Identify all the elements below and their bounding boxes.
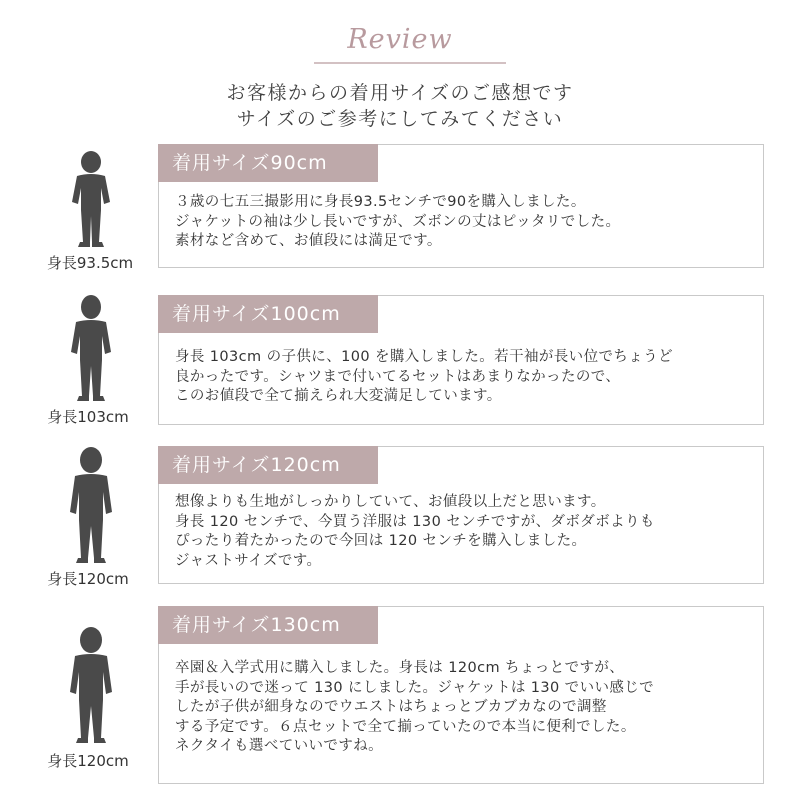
- review-text: [175, 193, 749, 252]
- review-line: ぴったり着たかったので今回は 120 センチを購入しました。: [175, 533, 587, 549]
- review-line: 手が長いので迷って 130 にしました。ジャケットは 130 でいい感じで: [175, 679, 655, 696]
- size-tag: 着用サイズ130cm: [158, 606, 378, 644]
- review-line: 身長 103cm の子供に、100 を購入しました。若干袖が長い位でちょうど: [175, 349, 673, 365]
- child-height-label: 身長120cm: [47, 570, 129, 588]
- review-text: [175, 659, 749, 757]
- review-line: 素材など含めて、お値段には満足です。: [175, 233, 442, 249]
- review-line: ジャケットの袖は少し長いですが、ズボンの丈はピッタリでした。: [175, 213, 621, 230]
- child-silhouette-icon: [66, 150, 116, 250]
- review-line: したが子供が細身なのでウエストはちょっとブカブカなので調整: [175, 699, 607, 715]
- child-silhouette-icon: [64, 446, 118, 566]
- child-silhouette-icon: [66, 294, 116, 404]
- child-height-label: 身長120cm: [47, 752, 129, 770]
- header-subtitle-line1: お客様からの着用サイズのご感想です: [226, 82, 574, 104]
- review-line: 卒園＆入学式用に購入しました。身長は 120cm ちょっとですが、: [175, 660, 625, 676]
- child-height-label: 身長103cm: [47, 408, 129, 426]
- review-line: ネクタイも選べていいですね。: [175, 738, 384, 754]
- child-height-label: 身長93.5cm: [46, 254, 134, 272]
- header-divider: [314, 62, 506, 64]
- review-text: [175, 493, 749, 571]
- size-tag: 着用サイズ120cm: [158, 446, 378, 484]
- header-subtitle-line2: サイズのご参考にしてみてください: [236, 108, 564, 130]
- review-card: [158, 295, 764, 425]
- size-tag: 着用サイズ90cm: [158, 144, 378, 182]
- size-tag: 着用サイズ100cm: [158, 295, 378, 333]
- review-text: [175, 348, 749, 407]
- review-line: ３歳の七五三撮影用に身長93.5センチで90を購入しました。: [175, 194, 586, 210]
- review-card: [158, 446, 764, 584]
- review-line: 良かったです。シャツまで付いてるセットはあまりなかったので、: [175, 368, 621, 385]
- review-line: ジャストサイズです。: [175, 552, 322, 569]
- child-silhouette-icon: [64, 626, 118, 746]
- header-title: Review: [347, 24, 453, 55]
- review-line: する予定です。６点セットで全て揃っていたので本当に便利でした。: [175, 718, 636, 735]
- review-line: 身長 120 センチで、今買う洋服は 130 センチですが、ダボダボよりも: [175, 513, 655, 530]
- review-line: 想像よりも生地がしっかりしていて、お値段以上だと思います。: [175, 494, 606, 510]
- review-card: [158, 606, 764, 784]
- review-line: このお値段で全て揃えられ大変満足しています。: [175, 388, 502, 404]
- review-card: [158, 144, 764, 268]
